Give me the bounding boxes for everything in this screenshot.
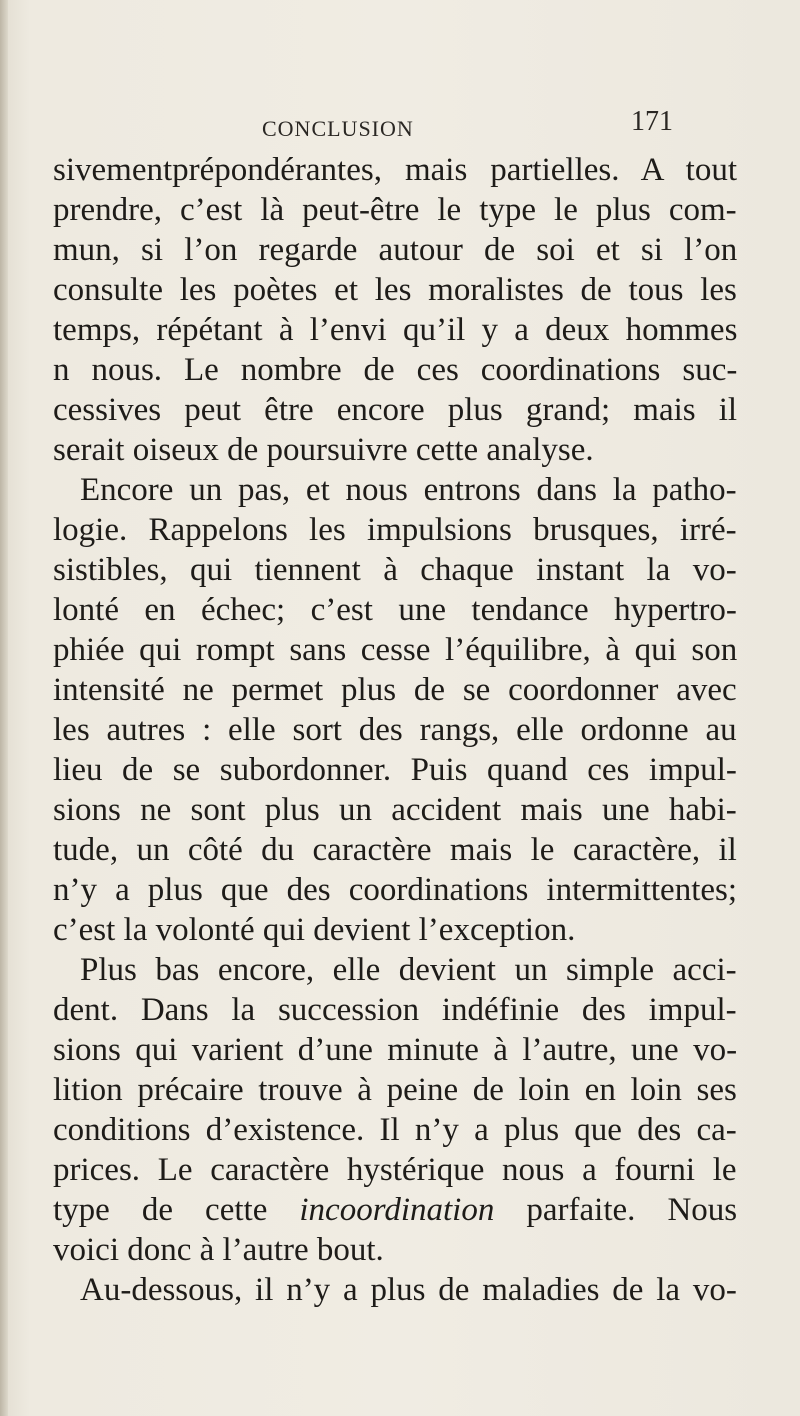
text-line: Encore un pas, et nous entrons dans la patho- — [80, 472, 737, 508]
text-line: conditions d’existence. Il n’y a plus que des ca- — [53, 1112, 737, 1148]
text-line: mun, si l’on regarde autour de soi et si l’on — [53, 232, 738, 268]
text-line: c’est la volonté qui devient l’exception. — [53, 912, 576, 948]
chapter-title: CONCLUSION — [262, 116, 414, 141]
page-number: 171 — [631, 106, 673, 137]
text-line: sivementprépondérantes, mais partielles. A tout — [53, 152, 738, 188]
binding-edge — [0, 0, 8, 1416]
text-line: lieu de se subordonner. Puis quand ces impul- — [53, 752, 737, 788]
text-line: n’y a plus que des coordinations intermittentes; — [53, 872, 738, 908]
text-line: n nous. Le nombre de ces coordinations suc- — [53, 352, 738, 388]
text-line: sions qui varient d’une minute à l’autre, une vo- — [53, 1032, 738, 1068]
text-line: dent. Dans la succession indéfinie des impul- — [53, 992, 737, 1028]
text-line: Au-dessous, il n’y a plus de maladies de la vo- — [80, 1272, 737, 1308]
text-line: prendre, c’est là peut-être le type le plus com- — [53, 192, 737, 228]
text-line: consulte les poètes et les moralistes de tous les — [53, 272, 737, 308]
text-line: type de cette incoordination parfaite. Nous — [53, 1192, 738, 1228]
text-line: lonté en échec; c’est une tendance hypertro- — [53, 592, 737, 628]
text-line: serait oiseux de poursuivre cette analyse. — [53, 432, 594, 468]
text-line: logie. Rappelons les impulsions brusques, irré- — [53, 512, 737, 548]
text-line: voici donc à l’autre bout. — [53, 1232, 384, 1268]
running-head — [0, 106, 800, 146]
text-line: temps, répétant à l’envi qu’il y a deux hommes — [53, 312, 738, 348]
text-line: phiée qui rompt sans cesse l’équilibre, à qui son — [53, 632, 738, 668]
text-line: prices. Le caractère hystérique nous a fourni le — [53, 1152, 737, 1188]
text-line: sions ne sont plus un accident mais une habi- — [53, 792, 737, 828]
text-line: cessives peut être encore plus grand; mais il — [53, 392, 738, 428]
text-line: lition précaire trouve à peine de loin en loin ses — [53, 1072, 737, 1108]
text-line: Plus bas encore, elle devient un simple acci- — [80, 952, 737, 988]
text-line: tude, un côté du caractère mais le caractère, il — [53, 832, 737, 868]
text-line: les autres : elle sort des rangs, elle ordonne au — [53, 712, 737, 748]
text-line: intensité ne permet plus de se coordonner avec — [53, 672, 737, 708]
text-line: sistibles, qui tiennent à chaque instant la vo- — [53, 552, 737, 588]
